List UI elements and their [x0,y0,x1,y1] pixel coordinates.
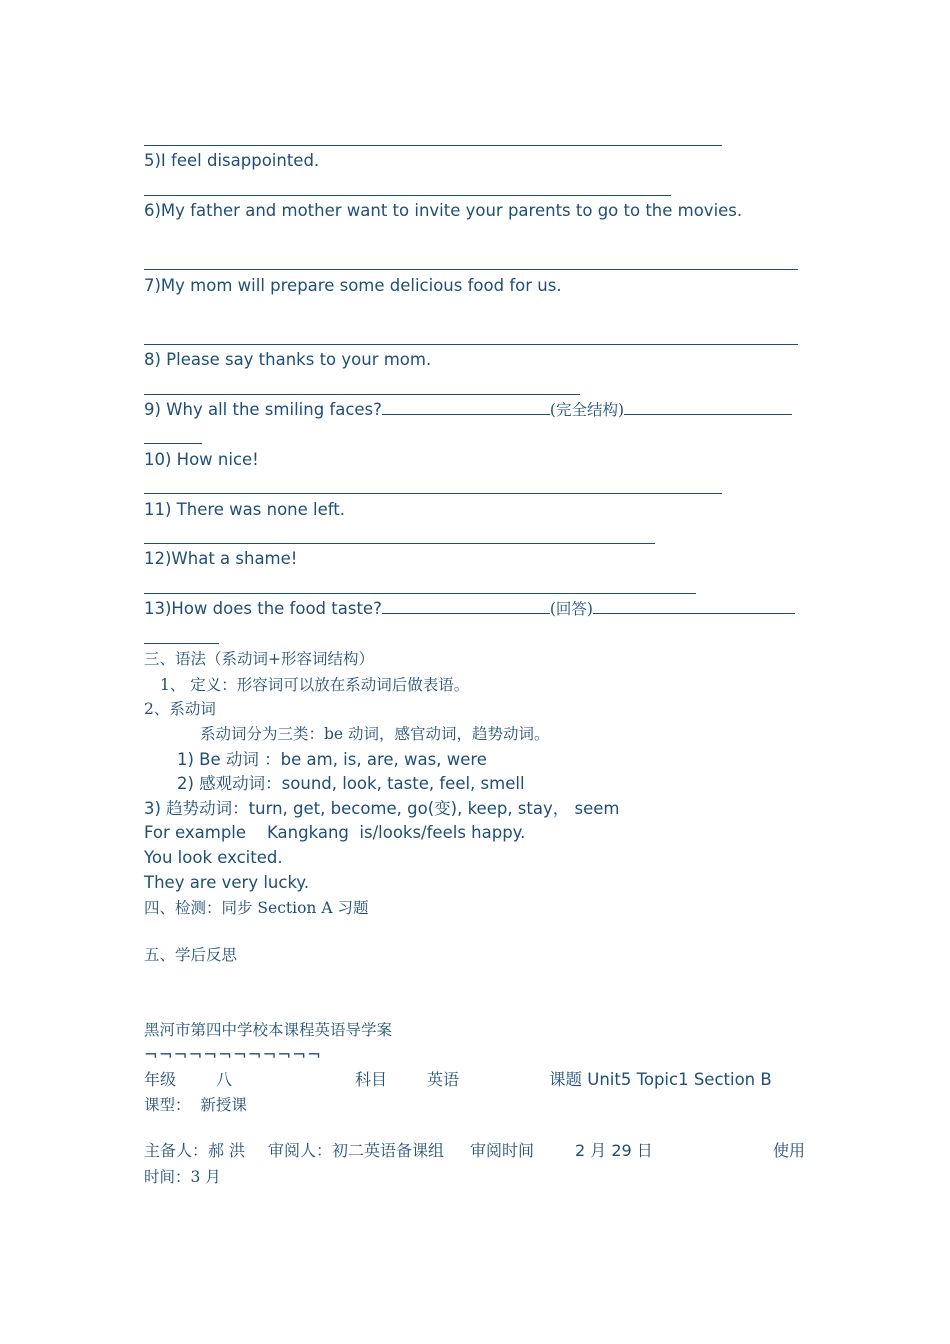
grammar-sense-verbs: 2) 感观动词：sound, look, taste, feel, smell [177,774,525,793]
lesson-topic: 课题 Unit5 Topic1 Section B [549,1070,772,1089]
answer-line [144,643,219,644]
exercise-6: 6)My father and mother want to invite your parents to go to the movies. [144,201,743,220]
grammar-heading: 三、语法（系动词+形容词结构） [144,650,374,668]
exercise-9-note: (完全结构) [549,401,625,419]
exercise-13-note: (回答) [549,600,593,618]
title-decoration: ¬¬¬¬¬¬¬¬¬¬¬¬ [144,1045,322,1064]
answer-line [144,344,798,345]
grammar-subheading: 2、系动词 [144,700,216,718]
exercise-12: 12)What a shame! [144,549,298,568]
answer-line [144,145,722,146]
grade-value: 八 [216,1070,233,1089]
reviewer: 审阅人：初二英语备课组 [268,1141,445,1160]
exercise-5: 5)I feel disappointed. [144,151,320,170]
grammar-example-3: They are very lucky. [144,873,310,892]
grammar-example-2: You look excited. [144,848,283,867]
exercise-9 [144,400,792,420]
grammar-categories: 系动词分为三类：be 动词，感官动词，趋势动词。 [200,725,550,743]
subject-value: 英语 [427,1070,460,1089]
answer-blank [624,413,792,415]
answer-line [144,593,696,594]
subject-label: 科目 [355,1070,388,1089]
grammar-trend-verbs: 3) 趋势动词：turn, get, become, go(变), keep, stay， seem [144,799,620,818]
answer-blank [593,612,795,614]
answer-line [144,543,655,544]
answer-line [144,493,722,494]
answer-line [144,443,202,444]
answer-line [144,394,580,395]
reflection-heading: 五、学后反思 [144,946,238,964]
grade-label: 年级 [144,1070,177,1089]
exercise-10: 10) How nice! [144,450,259,469]
review-time-label: 审阅时间 [470,1141,535,1160]
grammar-definition: 1、 定义：形容词可以放在系动词后做表语。 [160,676,470,694]
use-label: 使用 [773,1141,806,1160]
preparer: 主备人：郝 洪 [144,1141,246,1160]
answer-line [144,269,798,270]
answer-line [144,195,671,196]
answer-blank [382,612,550,614]
review-date: 2 月 29 日 [575,1141,653,1160]
exercise-7: 7)My mom will prepare some delicious food for us. [144,276,562,295]
exercise-8: 8) Please say thanks to your mom. [144,350,432,369]
school-title: 黑河市第四中学校本课程英语导学案 [144,1021,393,1039]
exercise-13-text: 13)How does the food taste? [144,599,382,618]
answer-blank [382,413,550,415]
grammar-example-1: For example Kangkang is/looks/feels happy. [144,823,526,842]
exercise-9-text: 9) Why all the smiling faces? [144,400,382,419]
exercise-13 [144,599,795,619]
grammar-be-verbs: 1) Be 动词 ：be am, is, are, was, were [177,750,487,769]
exercise-11: 11) There was none left. [144,500,346,519]
use-time: 时间：3 月 [144,1168,221,1186]
check-heading: 四、检测：同步 Section A 习题 [144,899,369,917]
lesson-type: 课型： 新授课 [144,1096,247,1114]
